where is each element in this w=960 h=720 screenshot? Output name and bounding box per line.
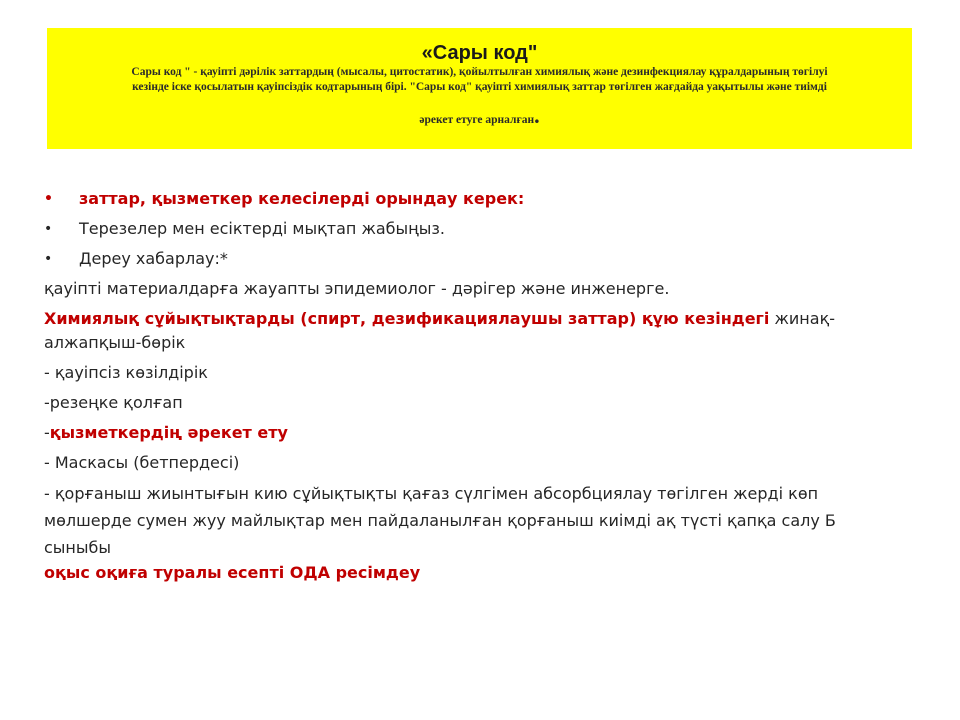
banner-text-line-3 (69, 103, 890, 128)
banner-text-line-2: кезінде іске қосылатын қауіпсіздік кодтарының бірі. "Сары код" қауіпті химиялық заттар төгілген жағдайда уақытылы және тиімді (132, 81, 827, 93)
banner-title: «Сары код" (421, 42, 538, 64)
bullet-icon: • (44, 191, 53, 207)
line-gloves: -резеңке қолғап (44, 393, 183, 412)
banner-text-line-1: Сары код " - қауіпті дәрілік заттардың (мысалы, цитостатик), қойылтылған химиялық және дезинфекциялау құралдарының төгілуі (131, 66, 828, 78)
line-chem-spill-cont: алжапқыш-бөрік (44, 333, 186, 352)
line-protective-kit: - қорғаныш жиынтығын кию сұйықтықты қағаз сүлгімен абсорбциялау төгілген жерді көп мөлшерде сумен жуу майлықтар мен пайдаланылған қорғаныш киімді ақ түсті қапқа салу Б сыныбы (44, 484, 836, 557)
line-staff-action (44, 420, 288, 446)
bullet-text: заттар, қызметкер келесілерді орындау керек: (79, 189, 525, 208)
banner-end-dot: . (534, 103, 540, 128)
line-goggles: - қауіпсіз көзілдірік (44, 363, 208, 382)
line-responsible: қауіпті материалдарға жауапты эпидемиолог - дәрігер және инженерге. (44, 279, 670, 298)
bullet-text: Терезелер мен есіктерді мықтап жабыңыз. (79, 219, 445, 238)
line-chem-spill (44, 306, 835, 332)
line-report: оқыс оқиға туралы есепті ОДА ресімдеу (44, 563, 421, 582)
banner-text-line-3-words: әрекет етуге арналған (419, 114, 535, 126)
bullet-item-close-windows (44, 216, 445, 242)
yellow-code-banner (47, 28, 912, 149)
chem-spill-red-text: Химиялық сұйықтықтарды (спирт, дезификациялаушы заттар) құю кезіндегі (44, 309, 770, 328)
staff-action-red-text: қызметкердің әрекет ету (49, 423, 288, 442)
staff-action-dash: - (44, 423, 50, 442)
line-mask: - Маскасы (бетпердесі) (44, 453, 240, 472)
bullet-text: Дереу хабарлау:* (79, 249, 228, 268)
bullet-icon: • (44, 251, 53, 267)
chem-spill-rest-text: жинақ- (769, 309, 836, 328)
bullet-item-staff-actions (44, 186, 524, 212)
bullet-icon: • (44, 221, 53, 237)
bullet-item-notify (44, 246, 228, 272)
